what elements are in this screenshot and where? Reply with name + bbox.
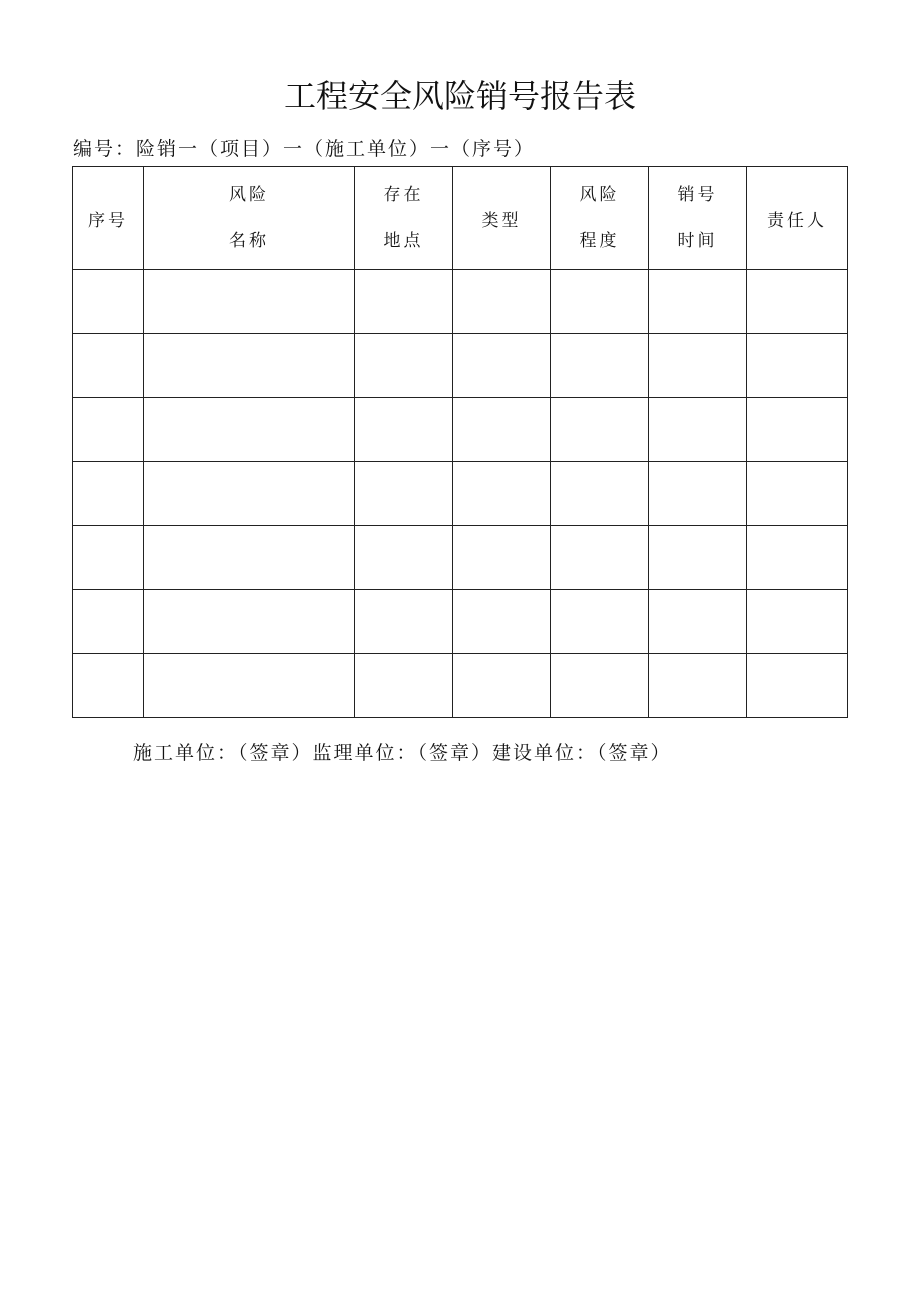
- table-cell[interactable]: [73, 526, 144, 590]
- table-row: [73, 398, 848, 462]
- header-responsible-person: [747, 167, 848, 270]
- table-cell[interactable]: [453, 654, 551, 718]
- header-location-line1: 存在: [383, 185, 424, 205]
- table-cell[interactable]: [144, 654, 355, 718]
- table-cell[interactable]: [355, 270, 453, 334]
- table-cell[interactable]: [649, 334, 747, 398]
- table-cell[interactable]: [355, 590, 453, 654]
- header-seq-label: 序号: [88, 210, 128, 231]
- table-cell[interactable]: [73, 590, 144, 654]
- header-closure-time-line2: 时间: [677, 231, 718, 251]
- table-cell[interactable]: [649, 270, 747, 334]
- table-cell[interactable]: [453, 270, 551, 334]
- table-cell[interactable]: [453, 590, 551, 654]
- header-risk-level: [551, 167, 649, 270]
- header-location: [355, 167, 453, 270]
- table-cell[interactable]: [649, 654, 747, 718]
- table-cell[interactable]: [453, 398, 551, 462]
- risk-closure-table: [72, 166, 848, 718]
- table-row: [73, 590, 848, 654]
- table-cell[interactable]: [649, 398, 747, 462]
- table-cell[interactable]: [747, 590, 848, 654]
- table-row: [73, 462, 848, 526]
- header-type-label: 类型: [481, 210, 522, 231]
- header-type: [453, 167, 551, 270]
- table-cell[interactable]: [649, 590, 747, 654]
- table-cell[interactable]: [649, 526, 747, 590]
- table-row: [73, 654, 848, 718]
- table-cell[interactable]: [73, 462, 144, 526]
- table-cell[interactable]: [144, 270, 355, 334]
- signature-line: 施工单位：（签章）监理单位：（签章）建设单位：（签章）: [133, 742, 672, 764]
- table-cell[interactable]: [551, 526, 649, 590]
- header-risk-level-line2: 程度: [579, 231, 620, 251]
- header-location-line2: 地点: [383, 231, 424, 251]
- table-cell[interactable]: [144, 334, 355, 398]
- table-row: [73, 270, 848, 334]
- header-risk-name-line2: 名称: [229, 231, 269, 251]
- table-cell[interactable]: [551, 334, 649, 398]
- table-cell[interactable]: [73, 654, 144, 718]
- table-row: [73, 334, 848, 398]
- table-header-row: [73, 167, 848, 270]
- table-cell[interactable]: [551, 590, 649, 654]
- table-cell[interactable]: [453, 462, 551, 526]
- table-cell[interactable]: [747, 462, 848, 526]
- table-cell[interactable]: [551, 654, 649, 718]
- table-cell[interactable]: [73, 334, 144, 398]
- header-risk-name: [144, 167, 355, 270]
- table-cell[interactable]: [355, 398, 453, 462]
- table-cell[interactable]: [551, 462, 649, 526]
- serial-number-line: 编号：险销一（项目）一（施工单位）一（序号）: [73, 138, 536, 160]
- table-cell[interactable]: [747, 270, 848, 334]
- table-cell[interactable]: [747, 334, 848, 398]
- header-risk-name-line1: 风险: [229, 185, 269, 205]
- table-cell[interactable]: [144, 462, 355, 526]
- table-cell[interactable]: [355, 526, 453, 590]
- table-cell[interactable]: [747, 654, 848, 718]
- table-cell[interactable]: [144, 590, 355, 654]
- table-cell[interactable]: [747, 398, 848, 462]
- header-responsible-person-label: 责任人: [767, 210, 827, 231]
- header-risk-level-line1: 风险: [579, 185, 620, 205]
- table-cell[interactable]: [355, 654, 453, 718]
- table-row: [73, 526, 848, 590]
- header-seq: [73, 167, 144, 270]
- table-cell[interactable]: [453, 334, 551, 398]
- header-closure-time: [649, 167, 747, 270]
- table-cell[interactable]: [73, 398, 144, 462]
- table-cell[interactable]: [73, 270, 144, 334]
- page-title: 工程安全风险销号报告表: [283, 77, 636, 115]
- table-cell[interactable]: [649, 462, 747, 526]
- table-cell[interactable]: [551, 270, 649, 334]
- table-cell[interactable]: [144, 398, 355, 462]
- table-cell[interactable]: [355, 334, 453, 398]
- table-cell[interactable]: [355, 462, 453, 526]
- table-cell[interactable]: [144, 526, 355, 590]
- header-closure-time-line1: 销号: [677, 185, 718, 205]
- table-cell[interactable]: [551, 398, 649, 462]
- table-cell[interactable]: [453, 526, 551, 590]
- table-cell[interactable]: [747, 526, 848, 590]
